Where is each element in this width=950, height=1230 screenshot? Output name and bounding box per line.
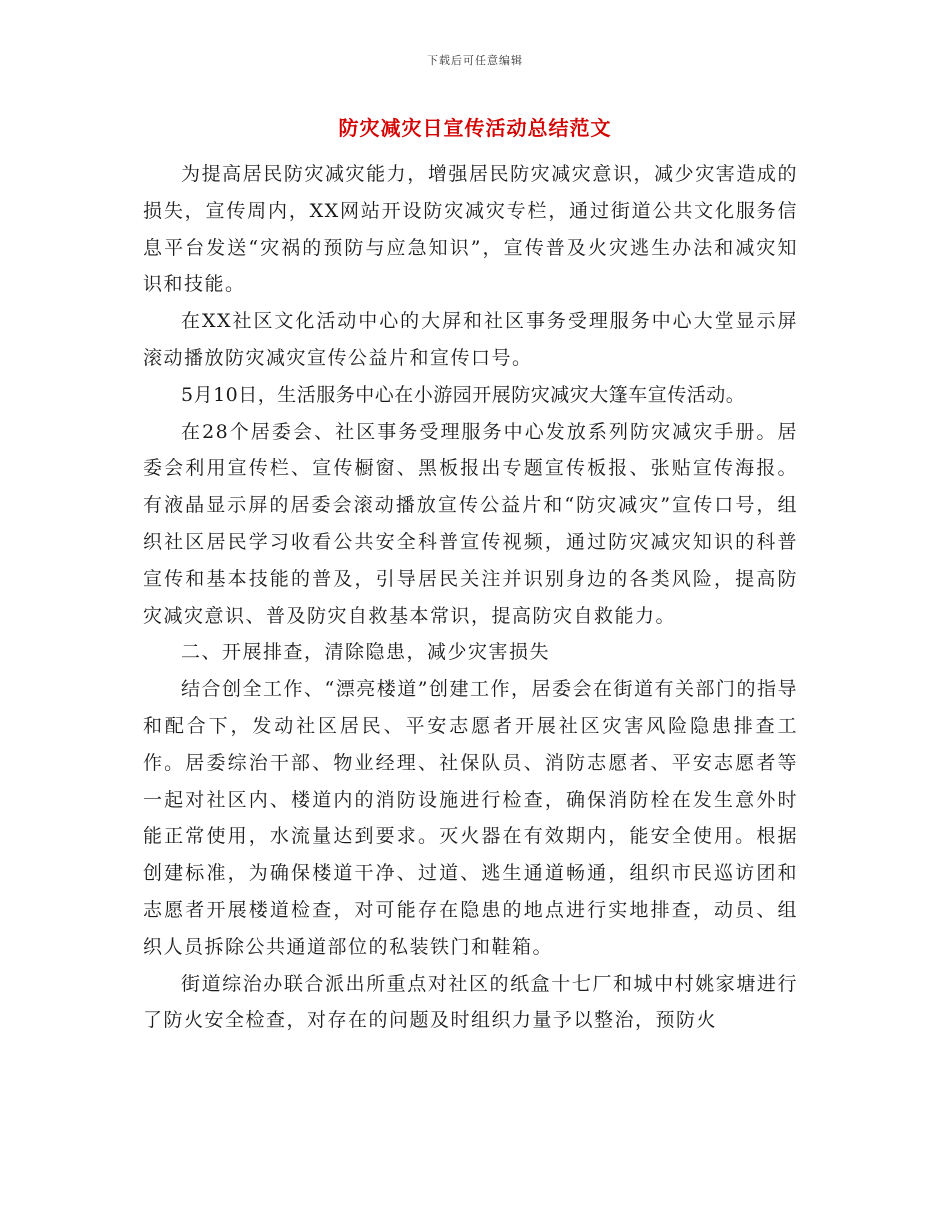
paragraph-3: 5月10日，生活服务中心在小游园开展防灾减灾大篷车宣传活动。 — [181, 383, 746, 406]
page-header-note: 下载后可任意编辑 — [427, 54, 523, 67]
document-title: 防灾减灾日宣传活动总结范文 — [338, 116, 612, 140]
section-heading-2: 二、开展排查，清除隐患，减少灾害损失 — [181, 641, 551, 664]
paragraph-6: 街道综治办联合派出所重点对社区的纸盒十七厂和城中村姚家塘进行了防火安全检查，对存在的问题及时组织力量予以整治，预防火 — [143, 972, 798, 1032]
document-body — [143, 156, 798, 1039]
paragraph-1: 为提高居民防灾减灾能力，增强居民防灾减灾意识，减少灾害造成的损失，宣传周内，XX网站开设防灾减灾专栏，通过街道公共文化服务信息平台发送“灾祸的预防与应急知识”，宣传普及火灾逃生办法和减灾知识和技能。 — [143, 163, 798, 296]
paragraph-4: 在28个居委会、社区事务受理服务中心发放系列防灾减灾手册。居委会利用宣传栏、宣传橱窗、黑板报出专题宣传板报、张贴宣传海报。有液晶显示屏的居委会滚动播放宣传公益片和“防灾减灾”宣传口号，组织社区居民学习收看公共安全科普宣传视频，通过防灾减灾知识的科普宣传和基本技能的普及，引导居民关注并识别身边的各类风险，提高防灾减灾意识、普及防灾自救基本常识，提高防灾自救能力。 — [143, 420, 798, 627]
paragraph-5: 结合创全工作、“漂亮楼道”创建工作，居委会在街道有关部门的指导和配合下，发动社区居民、平安志愿者开展社区灾害风险隐患排查工作。居委综治干部、物业经理、社保队员、消防志愿者、平安志愿者等一起对社区内、楼道内的消防设施进行检查，确保消防栓在发生意外时能正常使用，水流量达到要求。灭火器在有效期内，能安全使用。根据创建标准，为确保楼道干净、过道、逃生通道畅通，组织市民巡访团和志愿者开展楼道检查，对可能存在隐患的地点进行实地排查，动员、组织人员拆除公共通道部位的私装铁门和鞋箱。 — [143, 678, 798, 958]
paragraph-2: 在XX社区文化活动中心的大屏和社区事务受理服务中心大堂显示屏滚动播放防灾减灾宣传公益片和宣传口号。 — [143, 310, 798, 369]
